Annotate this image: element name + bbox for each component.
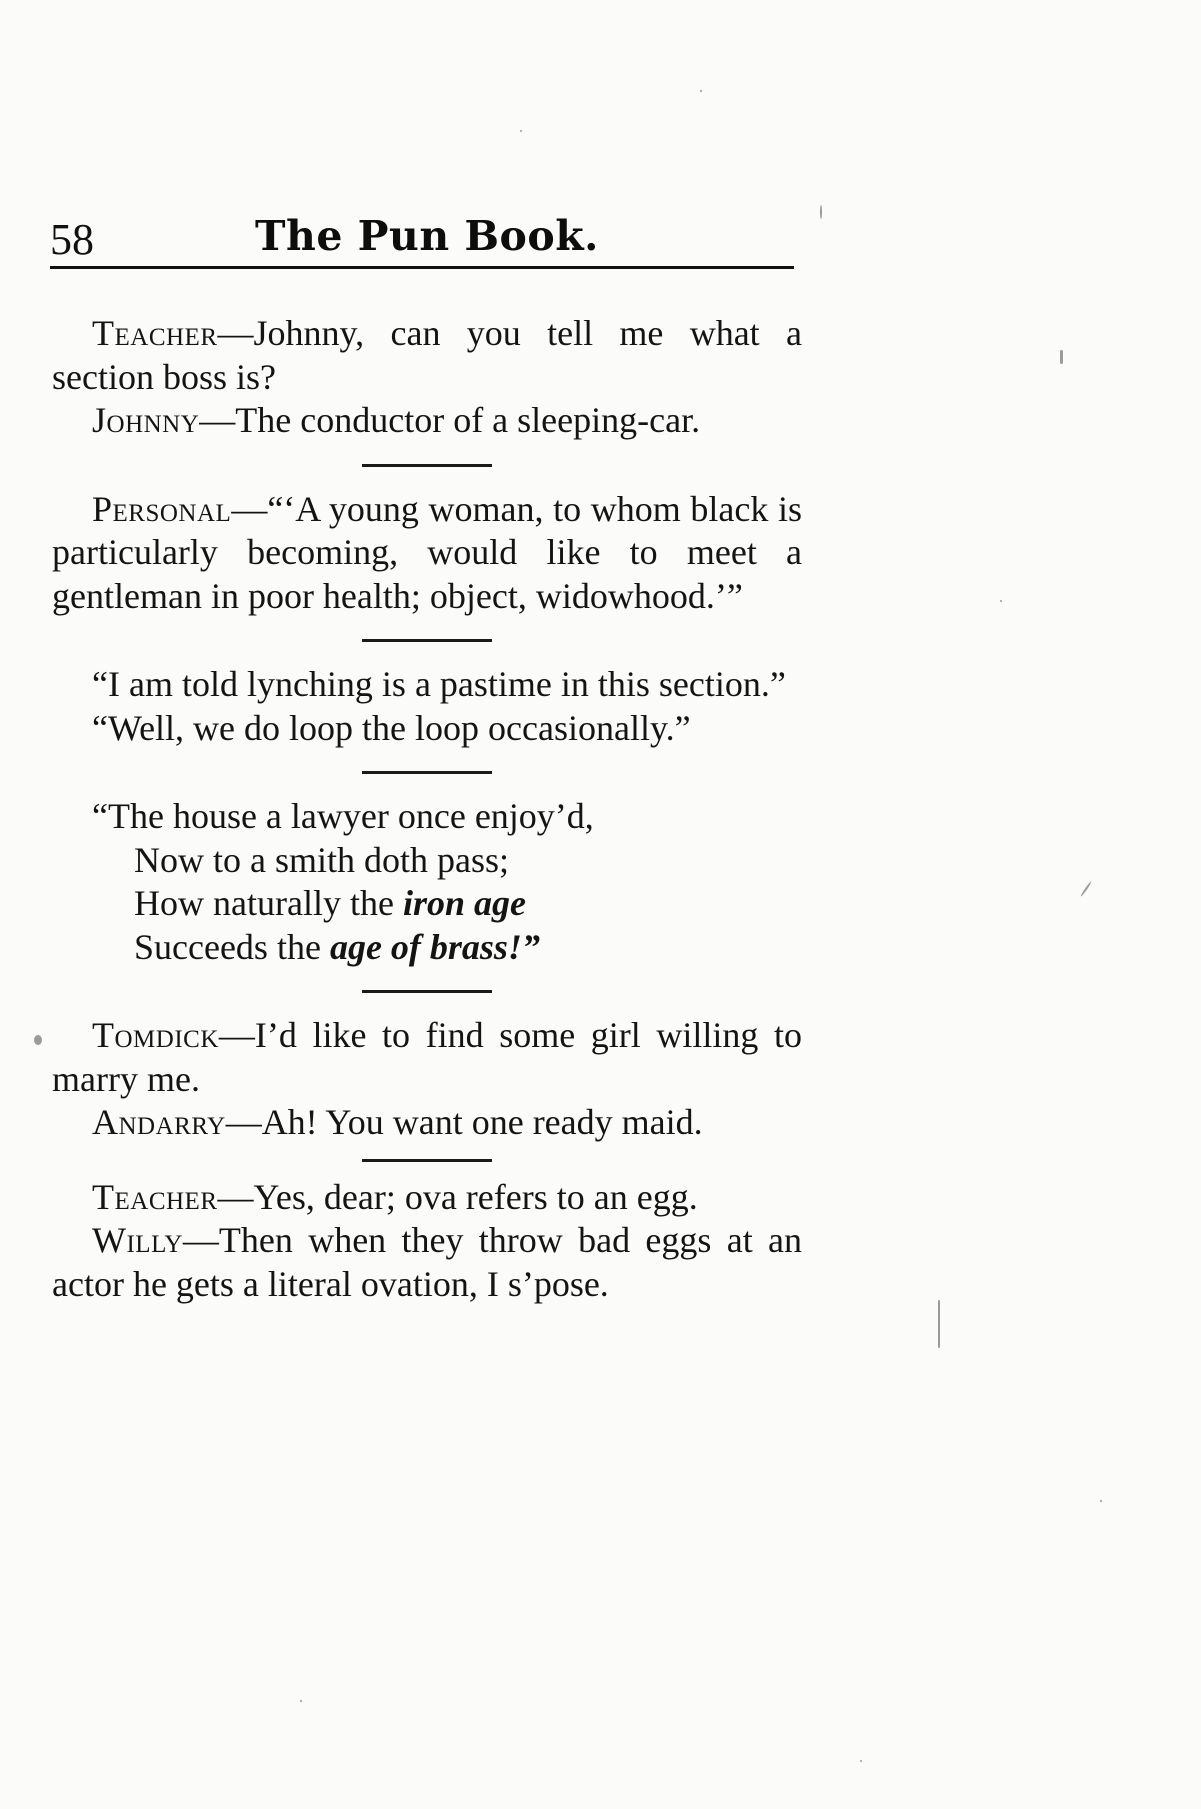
section-divider [362,639,492,642]
paragraph-teacher-2 [52,1176,802,1220]
scan-speck [700,90,702,92]
page-number: 58 [50,215,94,264]
dialogue-text: “Well, we do loop the loop occasionally.” [92,707,691,748]
section-divider [362,1159,492,1162]
dialogue-text: —“‘A young woman, to whom black is particularly becoming, would like to meet a gentleman in poor health; object, widowhood.’” [52,488,802,616]
speaker-name: Andarry [92,1102,226,1142]
italic-phrase: iron age [402,883,526,923]
dialogue-text: —Then when they throw bad eggs at an actor he gets a literal ovation, I s’pose. [52,1220,802,1304]
section-divider [362,771,492,774]
paragraph-lynching [52,663,802,707]
scan-speck [1000,600,1002,602]
speaker-name: Tomdick [92,1015,219,1055]
verse-line: Now to a smith doth pass; [134,839,509,880]
scan-speck [860,1760,862,1762]
verse-line: How naturally the iron age [134,883,526,923]
paragraph-teacher-1 [52,312,802,399]
scan-speck [300,1700,302,1702]
section-divider [362,464,492,467]
scan-speck [34,1035,42,1045]
scan-speck [820,205,822,219]
scan-speck [1060,350,1063,364]
speaker-name: Teacher [92,1176,218,1217]
running-title: The Pun Book. [255,212,599,260]
body-text [52,312,802,1306]
paragraph-willy [52,1219,802,1306]
paragraph-johnny [52,399,802,443]
speaker-name: Johnny [92,400,200,440]
scan-speck [938,1300,940,1348]
speaker-name: Personal [92,488,232,529]
section-divider [362,990,492,993]
dialogue-text: —Yes, dear; ova refers to an egg. [217,1176,698,1217]
scan-speck [520,130,522,132]
speaker-name: Teacher [92,313,218,353]
paragraph-andarry [52,1101,802,1145]
verse-line: Succeeds the age of brass!” [134,926,540,967]
scan-speck [1100,1500,1102,1502]
verse [92,795,802,969]
dialogue-text: —I’d like to find some girl willing to marry me. [52,1015,802,1099]
dialogue-text: —The conductor of a sleeping-car. [199,400,701,440]
paragraph-loop [52,707,802,751]
paragraph-tomdick [52,1014,802,1101]
dialogue-text: —Ah! You want one ready maid. [225,1102,703,1142]
dialogue-text: “I am told lynching is a pastime in this section.” [92,664,786,704]
italic-phrase: age of brass!” [329,926,540,967]
dialogue-text: —Johnny, can you tell me what a section boss is? [52,313,802,397]
speaker-name: Willy [92,1220,183,1260]
page-header [50,210,794,269]
verse-line: “The house a lawyer once enjoy’d, [92,796,594,836]
scan-speck [1080,881,1092,897]
paragraph-personal [52,488,802,619]
